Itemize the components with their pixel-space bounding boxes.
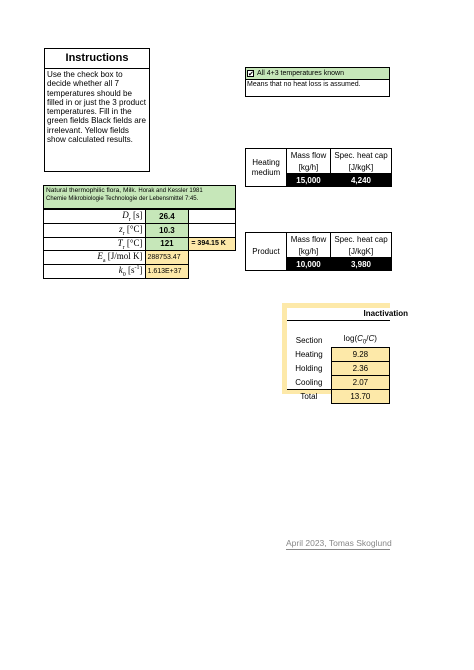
flora-header: [43, 185, 236, 209]
tr-value-field[interactable]: 121: [145, 237, 189, 251]
temperature-checkbox-panel: [245, 67, 390, 97]
microbe-parameters-block: [43, 185, 236, 279]
param-label-k0: $k_0$ $[s^{-1}]$: [44, 265, 146, 279]
table-row: [287, 333, 390, 348]
heating-mass-flow-field[interactable]: 15,000: [287, 174, 331, 187]
zr-value-field[interactable]: 10.3: [145, 223, 189, 237]
mass-flow-header: Mass flow: [287, 149, 331, 162]
flora-title: Natural thermophilic flora, Milk.: [46, 187, 137, 194]
table-row: [287, 348, 390, 362]
product-heat-cap-unit: [J/kgK]: [331, 245, 392, 258]
heating-log-value: 9.28: [331, 348, 389, 362]
instructions-title: Instructions: [45, 49, 149, 69]
log-reduction-header: $\log(C_0/C)$: [331, 333, 389, 348]
heat-cap-unit: [J/kgK]: [331, 161, 392, 174]
k0-value: 1.613E+37: [145, 265, 189, 279]
section-holding: Holding: [295, 364, 323, 373]
heat-cap-header: Spec. heat cap: [331, 149, 392, 162]
table-row: [44, 251, 236, 265]
mass-flow-unit: [kg/h]: [287, 161, 331, 174]
instructions-text: Use the check box to decide whether all 7 temperatures should be filled in or just the 3 product temperatures. Fill in the green fields Black fields are irrelevant. Yellow fields show calculated results.: [47, 70, 146, 145]
section-header: Section: [295, 335, 323, 345]
table-row: [44, 265, 236, 279]
product-heat-cap-header: Spec. heat cap: [331, 233, 392, 246]
table-row: [44, 210, 236, 224]
table-row: [44, 237, 236, 251]
param-label-dr: $D_r$ [s]: [44, 210, 146, 224]
flora-parameters-table: [43, 209, 236, 279]
flora-ref-2: Chemie Mikrobiologie Technologie der Lebensmittel 7:45.: [46, 196, 199, 203]
cooling-log-value: 2.07: [331, 376, 389, 390]
inactivation-table: [287, 333, 390, 404]
section-heating: Heating: [295, 350, 323, 359]
product-heat-cap-field[interactable]: 3,980: [331, 258, 392, 271]
flora-ref-1: Horak and Kessler 1981: [138, 188, 203, 194]
inactivation-panel: [282, 303, 408, 402]
ea-value: 288753.47: [145, 251, 189, 265]
dr-value-field[interactable]: 26.4: [145, 210, 189, 224]
holding-log-value: 2.36: [331, 362, 389, 376]
section-cooling: Cooling: [295, 377, 323, 387]
table-row: [287, 362, 390, 376]
param-label-ea: $E_a$ [J/mol K]: [44, 251, 146, 265]
product-mass-flow-unit: [kg/h]: [287, 245, 331, 258]
product-mass-flow-field[interactable]: 10,000: [287, 258, 331, 271]
section-total: Total: [287, 390, 331, 404]
all-temperatures-checkbox-row[interactable]: [246, 68, 389, 80]
heating-medium-table: [245, 148, 392, 187]
param-label-zr: $z_r$ [°C]: [44, 223, 146, 237]
total-log-value: 13.70: [331, 390, 389, 404]
table-row: [287, 376, 390, 390]
tr-kelvin-value: = 394.15 K: [189, 237, 236, 251]
table-row: [44, 223, 236, 237]
param-label-tr: $T_r$ [°C]: [44, 237, 146, 251]
heating-heat-cap-field[interactable]: 4,240: [331, 174, 392, 187]
inactivation-title: Inactivation: [363, 309, 408, 318]
checkbox-icon[interactable]: ✔: [248, 71, 254, 78]
product-table: [245, 232, 392, 271]
table-row: [287, 390, 390, 404]
footer-text: April 2023, Tomas Skoglund: [286, 538, 392, 548]
checkbox-note: Means that no heat loss is assumed.: [247, 81, 361, 88]
instructions-box: [44, 48, 150, 172]
heating-medium-label: Heating medium: [246, 149, 287, 187]
checkbox-label: All 4+3 temperatures known: [257, 70, 344, 77]
product-label: Product: [246, 233, 287, 271]
footer-credit: [286, 538, 392, 550]
product-mass-flow-header: Mass flow: [287, 233, 331, 246]
